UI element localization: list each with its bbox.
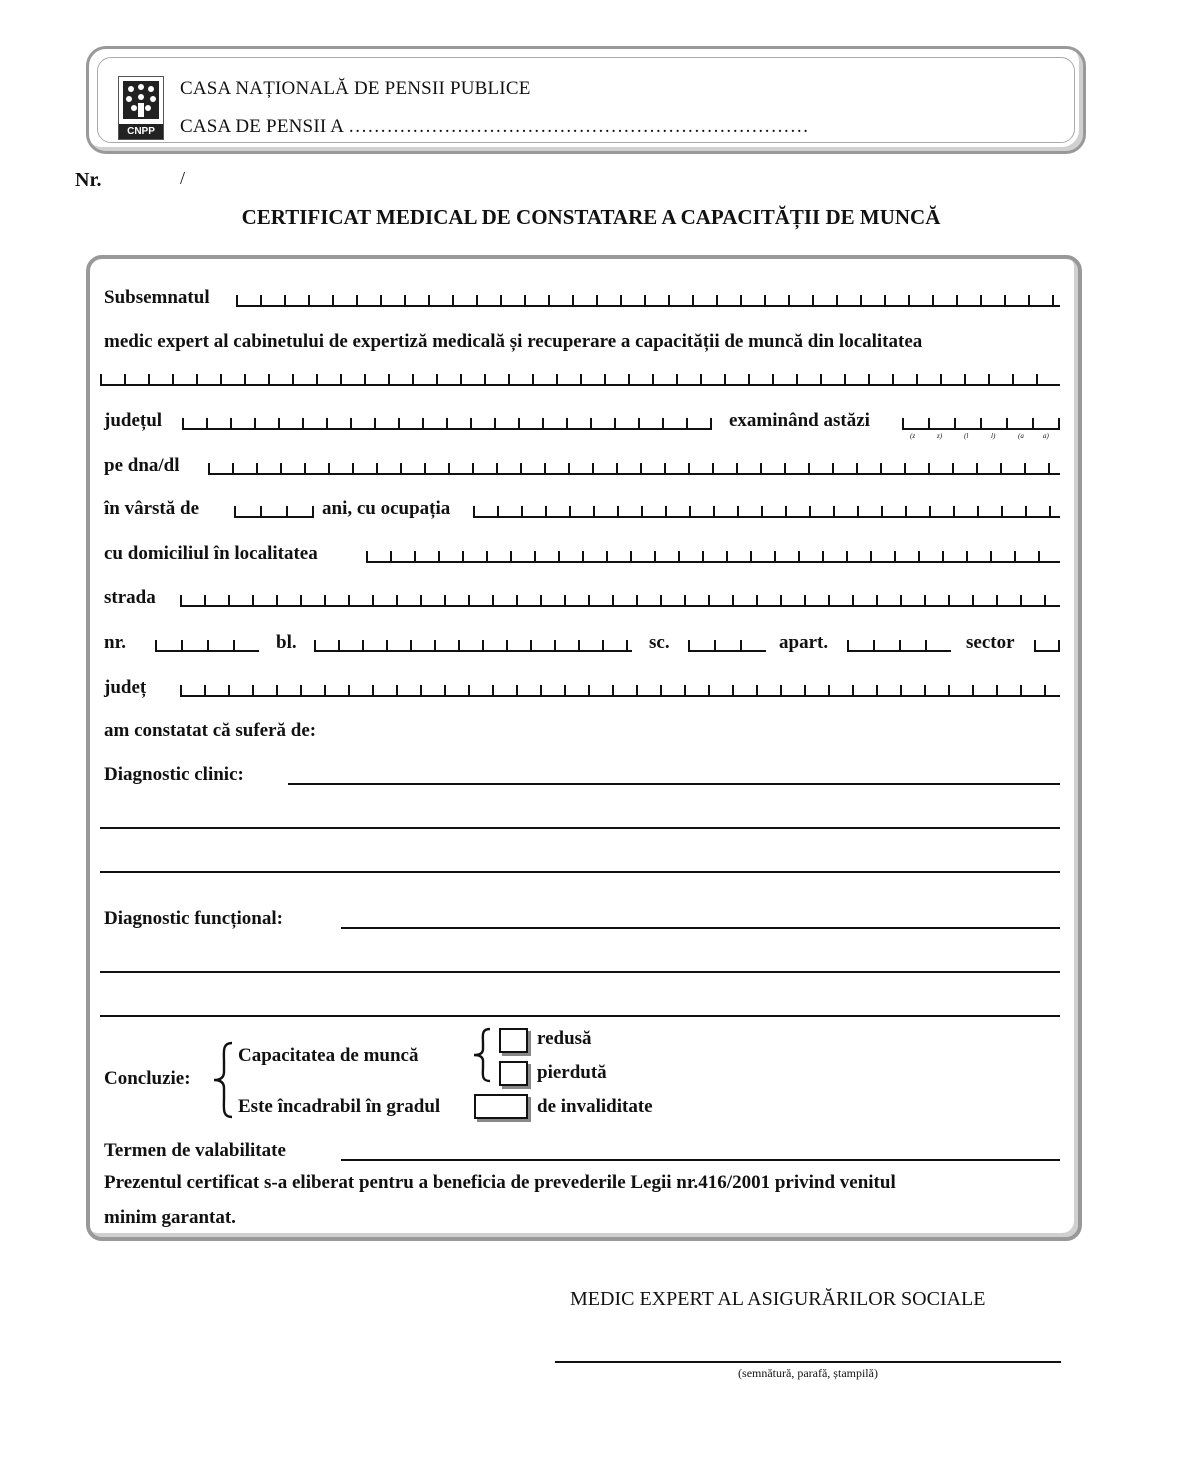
brace-capacitate-icon <box>470 1026 494 1084</box>
nr-label: Nr. <box>75 169 102 191</box>
field-termen-valabilitate[interactable] <box>341 1159 1060 1161</box>
field-nume-pacient[interactable] <box>208 463 1060 475</box>
label-judet: județ <box>104 677 147 698</box>
cnpp-logo-text: CNPP <box>119 124 163 139</box>
field-varsta[interactable] <box>234 506 314 518</box>
field-strada[interactable] <box>180 595 1060 607</box>
label-diagnostic-clinic: Diagnostic clinic: <box>104 764 244 785</box>
cnpp-logo <box>118 76 164 140</box>
field-sc[interactable] <box>688 640 766 652</box>
label-pe-dna: pe dna/dl <box>104 455 180 476</box>
date-hint-4: l) <box>991 432 996 440</box>
label-strada: strada <box>104 587 156 608</box>
label-medic-expert: medic expert al cabinetului de expertiză medicală și recuperare a capacității de muncă din localitatea <box>104 331 923 352</box>
field-nr[interactable] <box>155 640 259 652</box>
field-diagnostic-functional-2[interactable] <box>100 971 1060 973</box>
institution-name: CASA NAȚIONALĂ DE PENSII PUBLICE <box>180 78 531 99</box>
label-concluzie: Concluzie: <box>104 1068 191 1089</box>
label-termen-valabilitate: Termen de valabilitate <box>104 1140 286 1161</box>
signature-title: MEDIC EXPERT AL ASIGURĂRILOR SOCIALE <box>570 1288 986 1310</box>
signature-line[interactable] <box>555 1361 1061 1363</box>
label-incadrabil: Este încadrabil în gradul <box>238 1096 441 1117</box>
label-diagnostic-functional: Diagnostic funcțional: <box>104 908 283 929</box>
label-constatat: am constatat că suferă de: <box>104 720 317 741</box>
date-hint-5: (a <box>1018 432 1024 440</box>
label-capacitatea: Capacitatea de muncă <box>238 1045 419 1066</box>
field-apart[interactable] <box>847 640 951 652</box>
field-diagnostic-clinic-2[interactable] <box>100 827 1060 829</box>
field-diagnostic-functional-3[interactable] <box>100 1015 1060 1017</box>
label-judetul: județul <box>104 410 163 431</box>
label-nr: nr. <box>104 632 127 653</box>
cnpp-logo-icon <box>119 77 163 123</box>
checkbox-pierduta[interactable] <box>499 1061 528 1086</box>
label-subsemnatul: Subsemnatul <box>104 287 210 308</box>
label-apart: apart. <box>779 632 829 653</box>
label-pierduta: pierdută <box>537 1062 607 1083</box>
text-prezentul-2: minim garantat. <box>104 1207 236 1228</box>
label-sc: sc. <box>649 632 670 653</box>
label-de-invaliditate: de invaliditate <box>537 1096 653 1117</box>
field-sector[interactable] <box>1034 640 1060 652</box>
field-judetul[interactable] <box>182 418 712 430</box>
document-title: CERTIFICAT MEDICAL DE CONSTATARE A CAPACITĂȚII DE MUNCĂ <box>241 205 941 229</box>
date-hint-2: z) <box>937 432 943 440</box>
label-varsta: în vârstă de <box>104 498 199 519</box>
branch-name: CASA DE PENSII A ……………………………………………………………… <box>180 116 809 137</box>
label-ocupatia: ani, cu ocupația <box>322 498 451 519</box>
field-subsemnatul[interactable] <box>236 295 1060 307</box>
field-judet[interactable] <box>180 685 1060 697</box>
field-localitatea[interactable] <box>100 374 1060 386</box>
label-examinand: examinând astăzi <box>729 410 870 431</box>
label-sector: sector <box>966 632 1015 653</box>
text-prezentul-1: Prezentul certificat s-a eliberat pentru a beneficia de prevederile Legii nr.416/2001 privind venitul <box>104 1172 896 1193</box>
field-data-examinare[interactable] <box>902 418 1060 430</box>
label-domiciliu: cu domiciliul în localitatea <box>104 543 318 564</box>
field-diagnostic-clinic-1[interactable] <box>288 783 1060 785</box>
label-bl: bl. <box>276 632 297 653</box>
field-ocupatia[interactable] <box>473 506 1060 518</box>
date-hint-6: a) <box>1043 432 1049 440</box>
signature-caption: (semnătură, parafă, ștampilă) <box>738 1366 878 1380</box>
brace-concluzie-icon <box>210 1040 238 1120</box>
field-diagnostic-functional-1[interactable] <box>341 927 1060 929</box>
input-grad-invaliditate[interactable] <box>474 1094 528 1119</box>
nr-separator: / <box>180 168 186 188</box>
field-diagnostic-clinic-3[interactable] <box>100 871 1060 873</box>
label-redusa: redusă <box>537 1028 592 1049</box>
checkbox-redusa[interactable] <box>499 1028 528 1053</box>
field-domiciliu[interactable] <box>366 551 1060 563</box>
date-hint-3: (l <box>964 432 969 440</box>
field-bl[interactable] <box>314 640 632 652</box>
date-hint-1: (z <box>910 432 916 440</box>
